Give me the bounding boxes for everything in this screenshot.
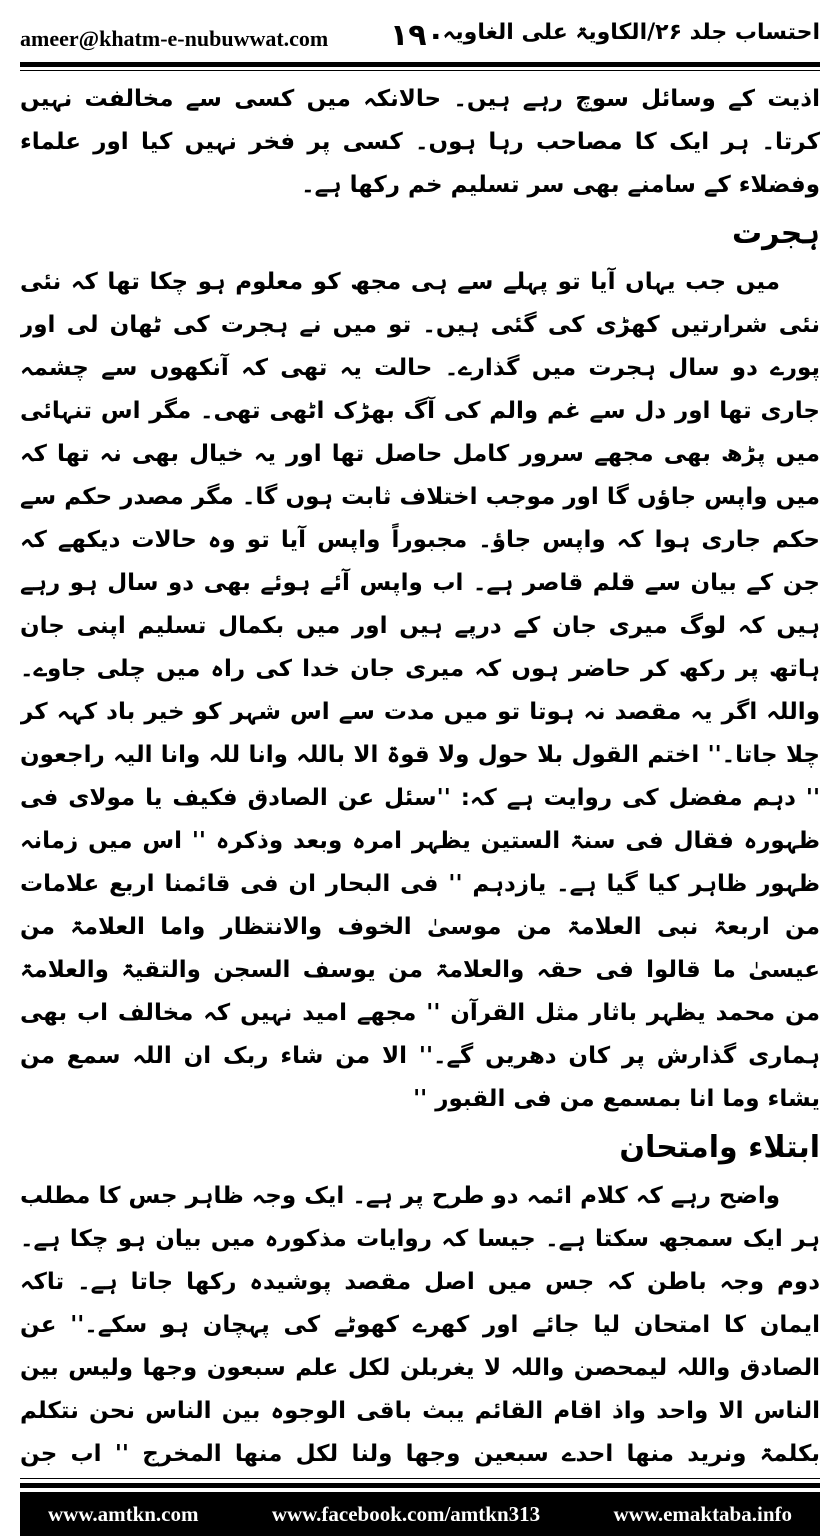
footer-link-emaktaba[interactable]: www.emaktaba.info [613, 1501, 792, 1526]
page-number: ۱۹۰ [390, 18, 445, 53]
header-email: ameer@khatm-e-nubuwwat.com [20, 26, 329, 51]
page-footer [20, 1492, 820, 1536]
footer-rule-thin [20, 1478, 820, 1479]
page-body [20, 78, 820, 1468]
paragraph-hijrat: میں جب یہاں آیا تو پہلے سے ہی مجھ کو معلوم ہو چکا تھا کہ نئی نئی شرارتیں کھڑی کی گئی ہیں۔ تو میں نے ہجرت کی ٹھان لی اور پورے دو سال ہجرت میں گذارے۔ حالت یہ تھی کہ آنکھوں سے چشمہ جاری تھا اور دل سے غم والم کی آگ بھڑک اٹھی تھی۔ مگر اس تنہائی میں پڑھ بھی مجھے سرور کامل حاصل تھا اور یہ خیال بھی نہ تھا کہ میں واپس جاؤں گا اور موجب اختلاف ثابت ہوں گا۔ مگر مصدر حکم سے حکم جاری ہوا کہ واپس جاؤ۔ مجبوراً واپس آیا تو وہ حالات دیکھے کہ جن کے بیان سے قلم قاصر ہے۔ اب واپس آئے ہوئے بھی دو سال ہو رہے ہیں کہ لوگ میری جان کے درپے ہیں اور میں بکمال تسلیم اپنی جان ہاتھ پر رکھ کر حاضر ہوں کہ میری جان خدا کی راہ میں چلی جاوے۔ واللہ اگر یہ مقصد نہ ہوتا تو میں مدت سے اس شہر کو خیر باد کہہ کر چلا جاتا۔'' اختم القول بلا حول ولا قوۃ الا باللہ وانا للہ وانا الیہ راجعون '' دہم مفضل کی روایت ہے کہ: ''سئل عن الصادق فکیف یا مولای فی ظہورہ فقال فی سنۃ الستین یظہر امرہ وبعد وذکرہ '' اس میں زمانہ ظہور ظاہر کیا گیا ہے۔ یازدہم '' فی البحار ان فی قائمنا اربع علامات من اربعۃ نبی العلامۃ من موسیٰ الخوف والانتظار واما العلامۃ من عیسیٰ ما قالوا فی حقہ والعلامۃ من یوسف السجن والتقیۃ والعلامۃ من محمد یظہر باثار مثل القرآن '' مجھے امید نہیں کہ مخالف اب بھی ہماری گذارش پر کان دھریں گے۔'' الا من شاء ربک ان اللہ سمع من یشاء وما انا بمسمع من فی القبور '' [20, 269, 820, 1112]
paragraph-ibtila: واضح رہے کہ کلام ائمہ دو طرح پر ہے۔ ایک وجہ ظاہر جس کا مطلب ہر ایک سمجھ سکتا ہے۔ جیسا کہ روایات مذکورہ میں بیان ہو چکا ہے۔ دوم وجہ باطن کہ جس میں اصل مقصد پوشیدہ رکھا جاتا ہے۔ تاکہ ایمان کا امتحان لیا جائے اور کھرے کھوٹے کی پہچان ہو سکے۔'' عن الصادق واللہ لیمحصن واللہ لا یغربلن لکل علم سبعون وجھا ولیس بین الناس الا واحد واذ اقام القائم یبث باقی الوجوہ بین الناس نحن نتکلم بکلمۃ ونرید منھا احدے سبعین وجھا ولنا لکل منھا المخرج '' اب جن [20, 1183, 820, 1467]
book-title: احتساب جلد ۲۶/الکاویۃ علی الغاویہ [442, 20, 820, 45]
footer-rule-thick [20, 1483, 820, 1488]
paragraph-opening: اذیت کے وسائل سوچ رہے ہیں۔ حالانکہ میں کسی سے مخالفت نہیں کرتا۔ ہر ایک کا مصاحب رہا ہوں۔ کسی پر فخر نہیں کیا اور علماء وفضلاء کے سامنے بھی سر تسلیم خم رکھا ہے۔ [20, 86, 820, 198]
section-heading-ibtila: ابتلاء وامتحان [619, 1130, 820, 1165]
footer-link-amtkn[interactable]: www.amtkn.com [48, 1501, 199, 1526]
footer-link-facebook[interactable]: www.facebook.com/amtkn313 [271, 1501, 541, 1526]
header-rule-thick [20, 62, 820, 67]
header-rule-thin [20, 70, 820, 71]
page-header [20, 14, 820, 64]
section-heading-hijrat: ہجرت [731, 216, 820, 251]
